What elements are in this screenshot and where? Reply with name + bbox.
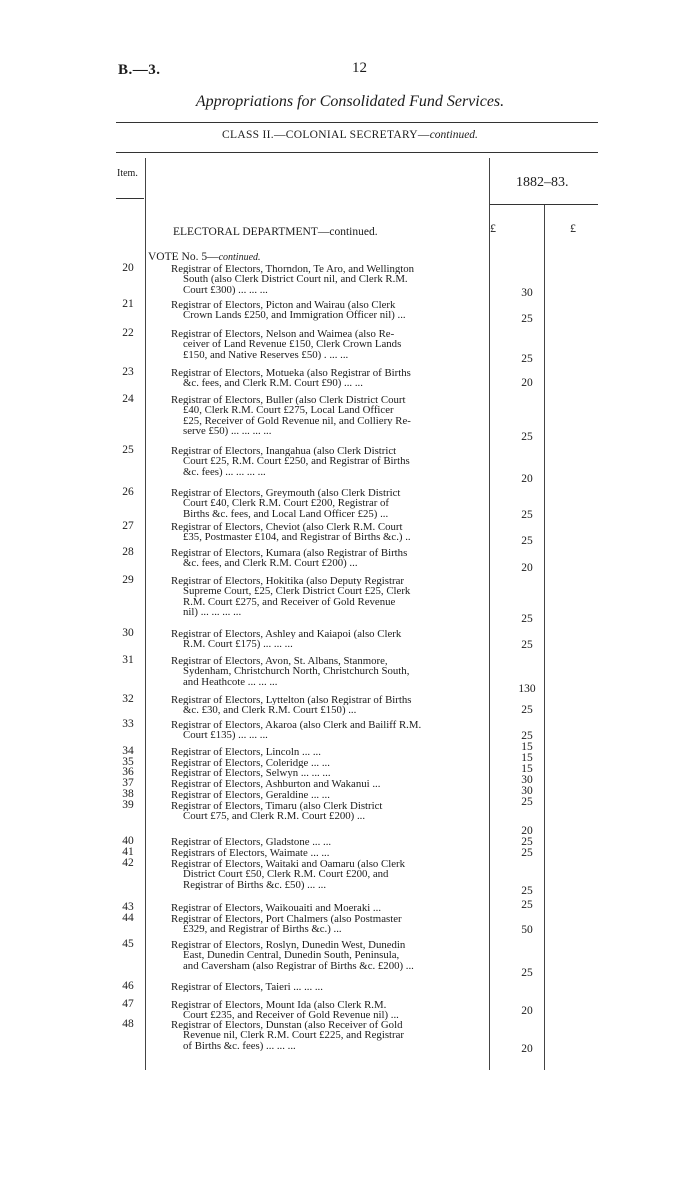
item-amount: 15 bbox=[521, 741, 533, 753]
item-description bbox=[171, 779, 487, 789]
item-number: 21 bbox=[122, 298, 134, 310]
item-description bbox=[171, 264, 487, 295]
item-number: 43 bbox=[122, 901, 134, 913]
item-header-rule bbox=[116, 198, 144, 199]
item-description bbox=[171, 1020, 487, 1051]
description-line: Court £75, and Clerk R.M. Court £200) ... bbox=[183, 811, 366, 822]
item-description bbox=[171, 720, 487, 741]
description-line: Registrar of Electors, Taieri ... ... ... bbox=[171, 982, 323, 993]
description-line: Registrar of Electors, Greymouth (also Clerk District bbox=[171, 488, 401, 499]
description-line: Court £40, Clerk R.M. Court £200, Registrar of bbox=[183, 498, 390, 509]
item-description bbox=[171, 1000, 487, 1021]
pound-sign-col2: £ bbox=[570, 221, 576, 235]
item-number: 29 bbox=[122, 574, 134, 586]
item-description bbox=[171, 903, 487, 913]
item-number: 47 bbox=[122, 998, 134, 1010]
description-line: Court £25, R.M. Court £250, and Registrar of Births bbox=[183, 456, 410, 467]
description-line: Registrar of Electors, Inangahua (also Clerk District bbox=[171, 446, 397, 457]
amount-subcolumn-divider bbox=[544, 205, 545, 1070]
vote-label: VOTE No. 5— bbox=[148, 251, 219, 263]
description-line: Registrar of Electors, Cheviot (also Clerk R.M. Court bbox=[171, 522, 403, 533]
item-number: 40 bbox=[122, 835, 134, 847]
description-line: Registrar of Electors, Avon, St. Albans, Stanmore, bbox=[171, 656, 388, 667]
description-line: &c. fees) ... ... ... ... bbox=[183, 466, 266, 478]
item-number: 36 bbox=[122, 766, 134, 778]
description-line: Registrar of Electors, Dunstan (also Receiver of Gold bbox=[171, 1020, 403, 1031]
item-description bbox=[171, 940, 487, 971]
description-line: Registrar of Electors, Timaru (also Clerk District bbox=[171, 801, 383, 812]
item-amount: 25 bbox=[521, 613, 533, 625]
item-amount: 25 bbox=[521, 353, 533, 365]
description-line: Registrar of Electors, Geraldine ... ... bbox=[171, 790, 330, 801]
item-description bbox=[171, 747, 487, 757]
item-description bbox=[171, 837, 487, 847]
description-line: Registrar of Electors, Lincoln ... ... bbox=[171, 747, 321, 758]
item-number: 23 bbox=[122, 366, 134, 378]
item-number: 30 bbox=[122, 627, 134, 639]
item-description bbox=[171, 629, 487, 650]
description-line: Births &c. fees, and Local Land Officer £25) ... bbox=[183, 508, 389, 520]
description-line: Court £235, and Receiver of Gold Revenue nil) ... bbox=[183, 1010, 399, 1021]
description-line: £150, and Native Reserves £50) . ... ... bbox=[183, 349, 349, 361]
item-number: 44 bbox=[122, 912, 134, 924]
year-column-header: 1882–83. bbox=[516, 175, 569, 190]
item-amount: 25 bbox=[521, 730, 533, 742]
item-amount: 20 bbox=[521, 1043, 533, 1055]
item-number: 33 bbox=[122, 718, 134, 730]
item-description bbox=[171, 914, 487, 935]
vote-heading bbox=[148, 251, 261, 263]
description-line: Supreme Court, £25, Clerk District Court £25, Clerk bbox=[183, 586, 411, 597]
description-line: of Births &c. fees) ... ... ... bbox=[183, 1040, 296, 1052]
item-description bbox=[171, 300, 487, 321]
item-description bbox=[171, 656, 487, 687]
item-number: 42 bbox=[122, 857, 134, 869]
item-description bbox=[171, 848, 487, 858]
item-number: 37 bbox=[122, 777, 134, 789]
department-heading: ELECTORAL DEPARTMENT—continued. bbox=[173, 226, 378, 238]
description-line: Registrar of Electors, Ashburton and Wakanui ... bbox=[171, 779, 381, 790]
item-amount: 20 bbox=[521, 473, 533, 485]
item-amount: 25 bbox=[521, 847, 533, 859]
page-number: 12 bbox=[352, 60, 367, 76]
top-rule bbox=[116, 122, 598, 123]
item-description bbox=[171, 329, 487, 360]
vote-continued: continued. bbox=[218, 252, 261, 263]
description-line: ceiver of Land Revenue £150, Clerk Crown Lands bbox=[183, 339, 402, 350]
item-description bbox=[171, 522, 487, 543]
item-amount: 25 bbox=[521, 704, 533, 716]
amount-column-divider bbox=[489, 158, 490, 1070]
description-line: Registrar of Electors, Akaroa (also Clerk and Bailiff R.M. bbox=[171, 720, 422, 731]
item-description bbox=[171, 488, 487, 519]
description-line: and Caversham (also Registrar of Births &c. £200) ... bbox=[183, 960, 414, 972]
description-line: Registrar of Electors, Nelson and Waimea (also Re- bbox=[171, 329, 395, 340]
item-amount: 25 bbox=[521, 313, 533, 325]
item-amount: 20 bbox=[521, 377, 533, 389]
item-number: 28 bbox=[122, 546, 134, 558]
item-amount: 30 bbox=[521, 287, 533, 299]
description-line: £35, Postmaster £104, and Registrar of Births &c.) .. bbox=[183, 532, 411, 543]
item-amount: 25 bbox=[521, 535, 533, 547]
item-description bbox=[171, 790, 487, 800]
item-description bbox=[171, 395, 487, 437]
item-number: 27 bbox=[122, 520, 134, 532]
item-amount: 30 bbox=[521, 774, 533, 786]
document-reference: B.—3. bbox=[118, 62, 161, 78]
description-line: South (also Clerk District Court nil, and Clerk R.M. bbox=[183, 274, 408, 285]
description-line: Registrar of Electors, Thorndon, Te Aro, and Wellington bbox=[171, 264, 415, 275]
item-number: 25 bbox=[122, 444, 134, 456]
class-continued: continued. bbox=[429, 129, 478, 141]
item-number: 26 bbox=[122, 486, 134, 498]
item-number: 41 bbox=[122, 846, 134, 858]
item-amount: 25 bbox=[521, 967, 533, 979]
description-line: &c. fees, and Clerk R.M. Court £90) ... ... bbox=[183, 378, 363, 389]
description-line: serve £50) ... ... ... ... bbox=[183, 426, 272, 437]
item-amount: 50 bbox=[521, 924, 533, 936]
item-number: 31 bbox=[122, 654, 134, 666]
item-amount: 25 bbox=[521, 836, 533, 848]
item-description bbox=[171, 859, 487, 890]
item-amount: 25 bbox=[521, 899, 533, 911]
item-number: 48 bbox=[122, 1018, 134, 1030]
description-line: Registrars of Electors, Waimate ... ... bbox=[171, 848, 330, 859]
item-number: 46 bbox=[122, 980, 134, 992]
pound-sign-col1: £ bbox=[490, 221, 496, 235]
description-line: Registrar of Electors, Port Chalmers (also Postmaster bbox=[171, 914, 402, 925]
description-line: Registrar of Electors, Waikouaiti and Moeraki ... bbox=[171, 903, 382, 914]
description-line: Registrar of Electors, Hokitika (also Deputy Registrar bbox=[171, 576, 404, 587]
description-line: R.M. Court £275, and Receiver of Gold Revenue bbox=[183, 596, 396, 608]
description-line: Registrar of Electors, Ashley and Kaiapoi (also Clerk bbox=[171, 629, 402, 640]
description-line: Registrar of Electors, Motueka (also Registrar of Births bbox=[171, 368, 411, 379]
page-title: Appropriations for Consolidated Fund Services. bbox=[195, 93, 505, 110]
class-heading bbox=[0, 129, 700, 141]
item-amount: 20 bbox=[521, 562, 533, 574]
header-rule bbox=[116, 152, 598, 153]
item-number: 24 bbox=[122, 393, 134, 405]
item-number: 32 bbox=[122, 693, 134, 705]
item-description bbox=[171, 695, 487, 716]
description-line: £25, Receiver of Gold Revenue nil, and Colliery Re- bbox=[183, 415, 411, 427]
description-line: Registrar of Electors, Picton and Wairau (also Clerk bbox=[171, 300, 396, 311]
item-amount: 30 bbox=[521, 785, 533, 797]
item-number: 35 bbox=[122, 756, 134, 768]
description-line: &c. £30, and Clerk R.M. Court £150) ... bbox=[183, 705, 357, 716]
description-line: Registrar of Electors, Kumara (also Registrar of Births bbox=[171, 548, 408, 559]
item-description bbox=[171, 368, 487, 389]
item-amount: 15 bbox=[521, 752, 533, 764]
item-number: 34 bbox=[122, 745, 134, 757]
item-description bbox=[171, 548, 487, 569]
description-line: &c. fees, and Clerk R.M. Court £200) ... bbox=[183, 558, 358, 569]
item-description bbox=[171, 446, 487, 477]
description-line: Registrar of Electors, Roslyn, Dunedin West, Dunedin bbox=[171, 940, 406, 951]
description-line: Revenue nil, Clerk R.M. Court £225, and Registrar bbox=[183, 1030, 405, 1041]
item-description bbox=[171, 982, 487, 992]
item-amount: 25 bbox=[521, 639, 533, 651]
item-description bbox=[171, 576, 487, 618]
description-line: Registrar of Electors, Lyttelton (also Registrar of Births bbox=[171, 695, 412, 706]
description-line: Registrar of Electors, Gladstone ... ... bbox=[171, 837, 332, 848]
item-description bbox=[171, 768, 487, 778]
item-column-divider bbox=[145, 158, 146, 1070]
item-number: 39 bbox=[122, 799, 134, 811]
item-number: 22 bbox=[122, 327, 134, 339]
description-line: £40, Clerk R.M. Court £275, Local Land Officer bbox=[183, 405, 394, 416]
description-line: nil) ... ... ... ... bbox=[183, 607, 242, 618]
item-number: 20 bbox=[122, 262, 134, 274]
description-line: Registrar of Electors, Selwyn ... ... ... bbox=[171, 768, 331, 779]
item-amount: 15 bbox=[521, 763, 533, 775]
description-line: Registrar of Electors, Buller (also Clerk District Court bbox=[171, 395, 406, 406]
description-line: Registrar of Births &c. £50) ... ... bbox=[183, 879, 327, 891]
class-title: CLASS II.—COLONIAL SECRETARY— bbox=[222, 129, 430, 141]
description-line: Court £300) ... ... ... bbox=[183, 284, 268, 296]
description-line: Registrar of Electors, Coleridge ... ... bbox=[171, 758, 330, 769]
item-amount: 20 bbox=[521, 1005, 533, 1017]
item-number: 38 bbox=[122, 788, 134, 800]
description-line: East, Dunedin Central, Dunedin South, Peninsula, bbox=[183, 950, 400, 961]
description-line: Court £135) ... ... ... bbox=[183, 730, 268, 741]
description-line: Sydenham, Christchurch North, Christchurch South, bbox=[183, 666, 410, 677]
description-line: District Court £50, Clerk R.M. Court £200, and bbox=[183, 869, 389, 880]
item-description bbox=[171, 801, 487, 822]
item-number: 45 bbox=[122, 938, 134, 950]
item-amount: 130 bbox=[518, 683, 536, 695]
description-line: Registrar of Electors, Mount Ida (also Clerk R.M. bbox=[171, 1000, 387, 1011]
year-header-rule bbox=[490, 204, 598, 205]
item-amount: 25 bbox=[521, 509, 533, 521]
description-line: and Heathcote ... ... ... bbox=[183, 676, 278, 688]
description-line: Registrar of Electors, Waitaki and Oamaru (also Clerk bbox=[171, 859, 405, 870]
item-column-header: Item. bbox=[117, 168, 138, 179]
description-line: Crown Lands £250, and Immigration Officer nil) ... bbox=[183, 310, 406, 321]
item-amount: 20 bbox=[521, 825, 533, 837]
item-description bbox=[171, 758, 487, 768]
description-line: R.M. Court £175) ... ... ... bbox=[183, 639, 293, 650]
item-amount: 25 bbox=[521, 796, 533, 808]
description-line: £329, and Registrar of Births &c.) ... bbox=[183, 924, 342, 935]
item-amount: 25 bbox=[521, 431, 533, 443]
item-amount: 25 bbox=[521, 885, 533, 897]
